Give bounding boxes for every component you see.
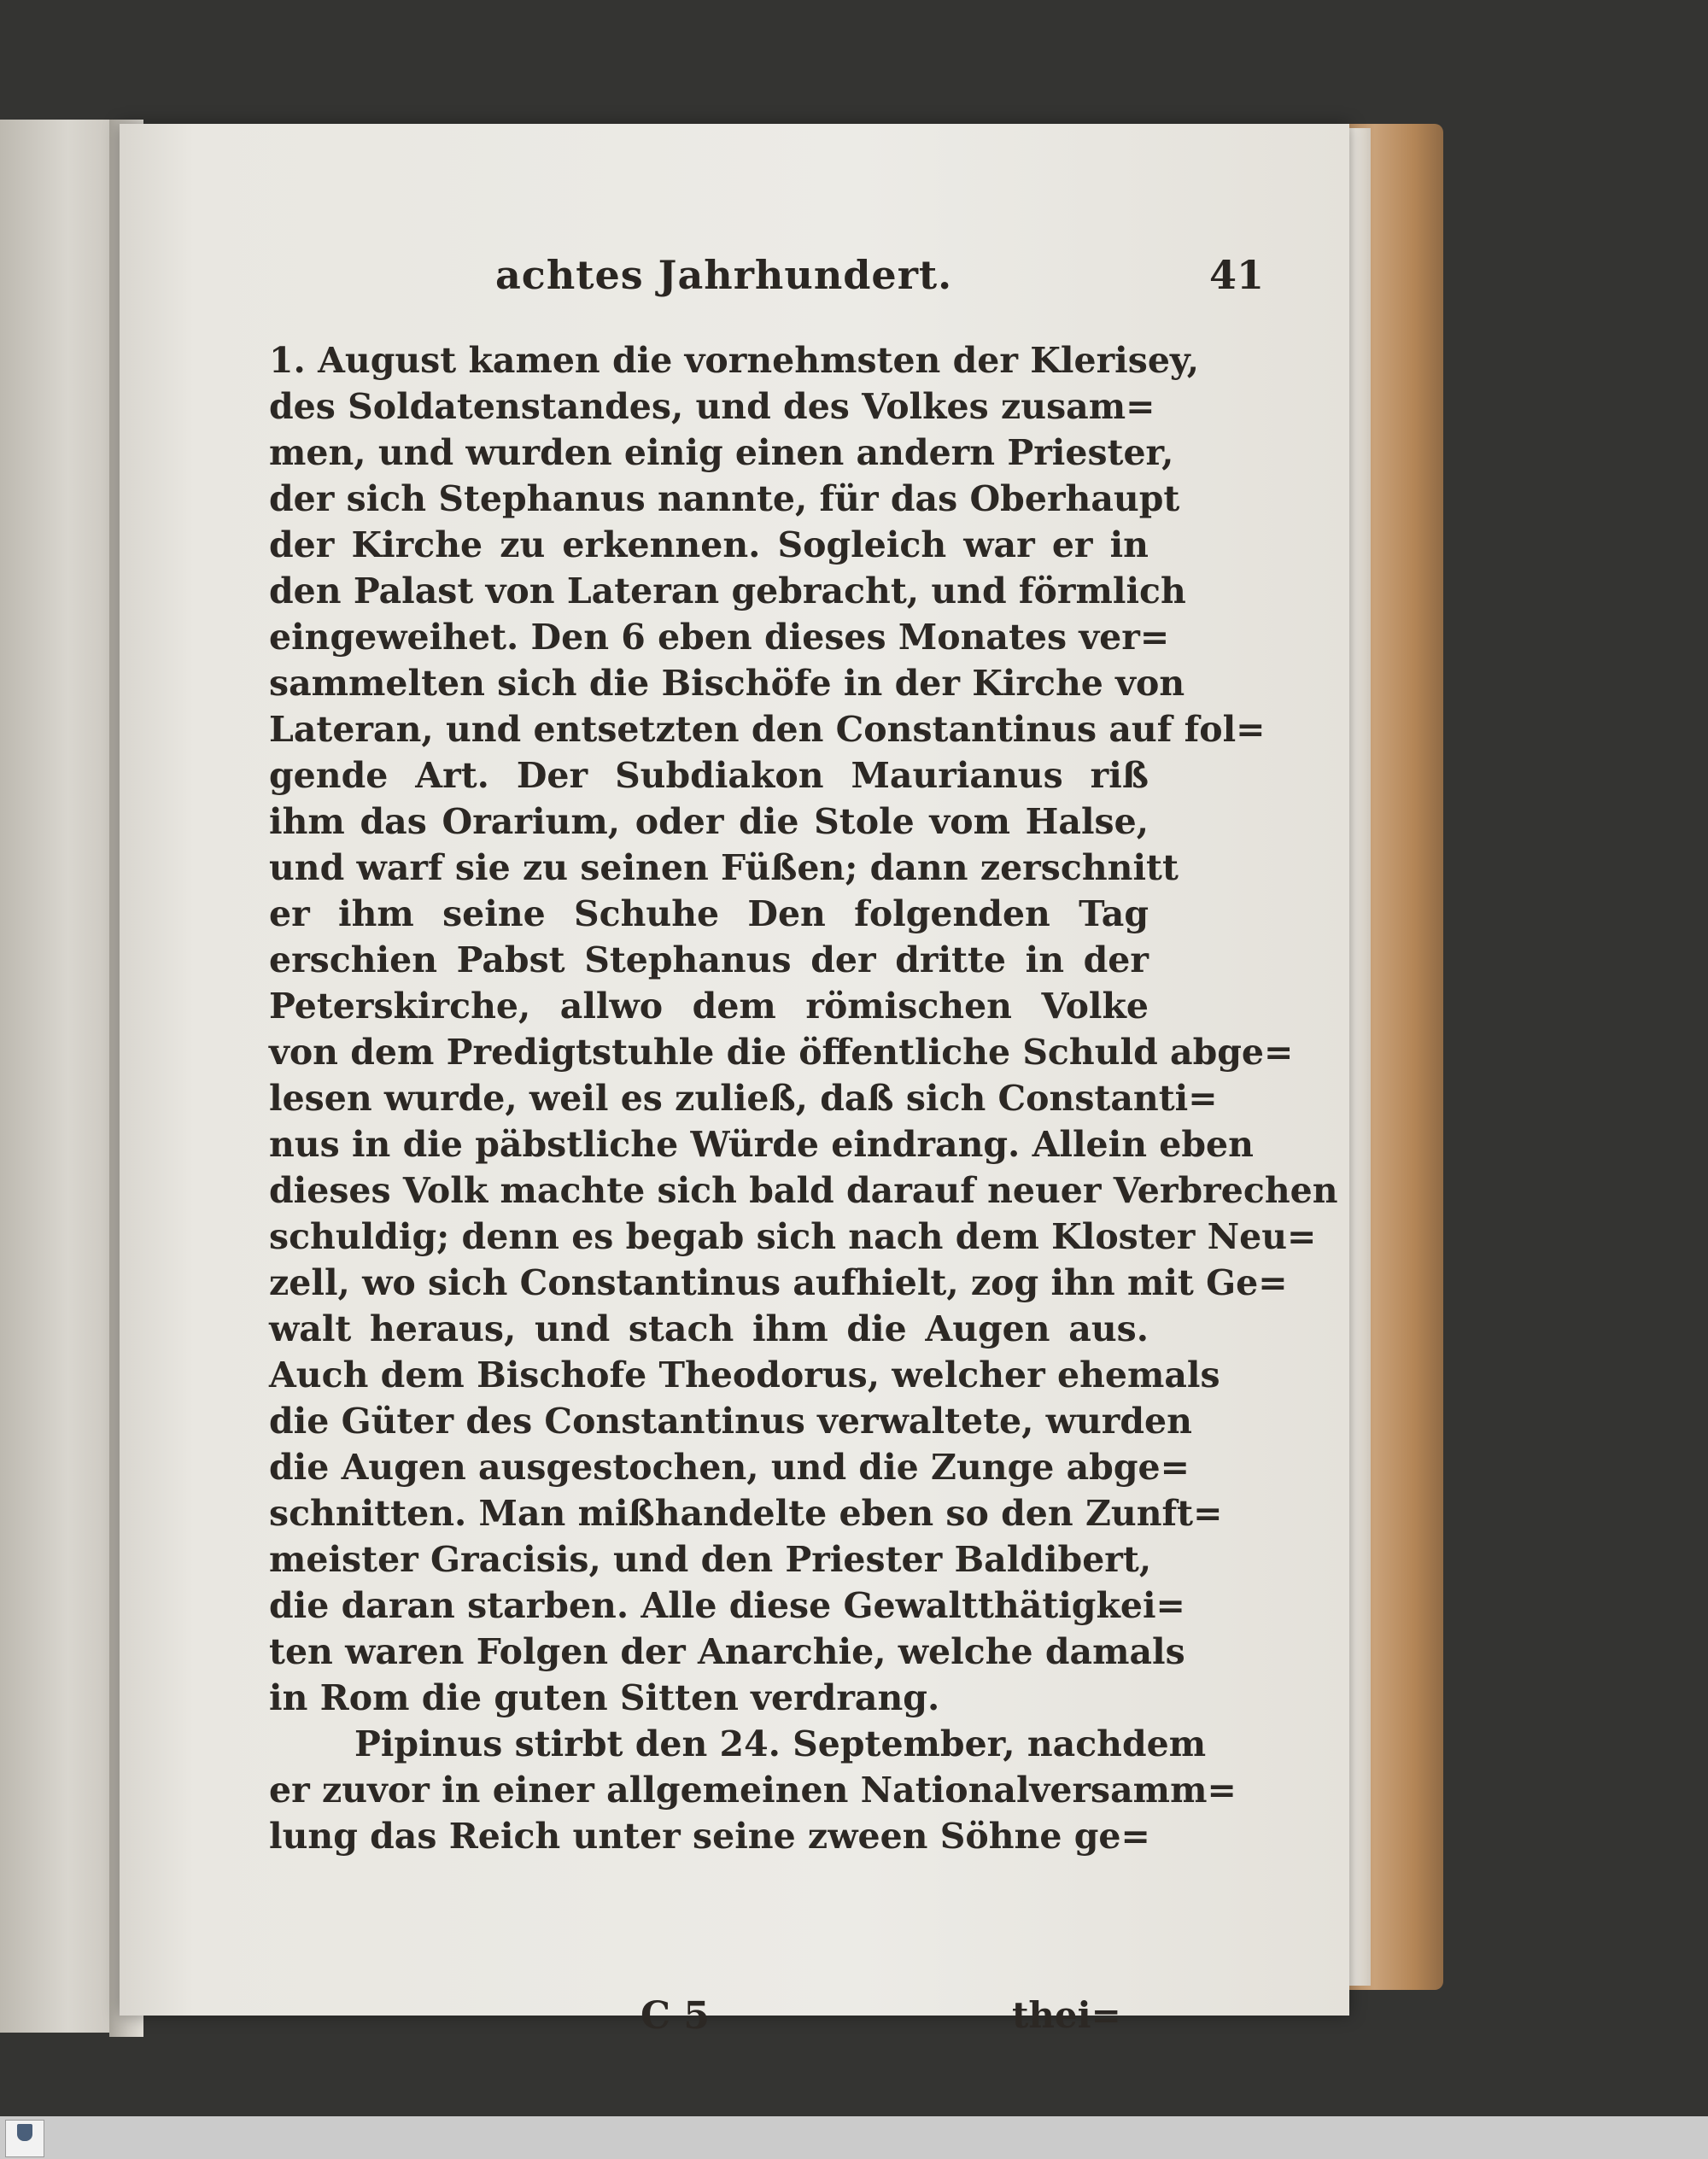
text-line: er ihm seine Schuhe Den folgenden Tag — [269, 893, 1149, 934]
text-line: dieses Volk machte sich bald darauf neuer Verbrechen — [269, 1170, 1338, 1211]
text-line: nus in die päbstliche Würde eindrang. Allein eben — [269, 1124, 1254, 1165]
page-number: 41 — [1208, 252, 1264, 298]
catchword: thei= — [1012, 1994, 1121, 2036]
text-line: in Rom die guten Sitten verdrang. — [269, 1677, 940, 1718]
text-body — [269, 337, 1338, 1859]
text-line: ten waren Folgen der Anarchie, welche damals — [269, 1631, 1185, 1672]
facing-page-edge — [0, 120, 124, 2033]
text-line: von dem Predigtstuhle die öffentliche Schuld abge= — [269, 1032, 1294, 1073]
text-line: den Palast von Lateran gebracht, und förmlich — [269, 570, 1186, 611]
text-line: er zuvor in einer allgemeinen Nationalversamm= — [269, 1770, 1237, 1811]
text-line: die Güter des Constantinus verwaltete, wurden — [269, 1401, 1192, 1442]
text-line: die daran starben. Alle diese Gewaltthätigkei= — [269, 1585, 1185, 1626]
book-page — [120, 124, 1349, 2038]
text-line: des Soldatenstandes, und des Volkes zusam= — [269, 386, 1155, 427]
text-line: schnitten. Man mißhandelte eben so den Zunft= — [269, 1493, 1223, 1534]
text-line: ihm das Orarium, oder die Stole vom Halse, — [269, 801, 1149, 842]
running-head: achtes Jahrhundert. — [495, 252, 953, 298]
running-header — [495, 252, 1264, 312]
text-line: die Augen ausgestochen, und die Zunge abge= — [269, 1447, 1190, 1488]
library-logo-icon — [5, 2120, 44, 2157]
text-line: zell, wo sich Constantinus aufhielt, zog ihn mit Ge= — [269, 1262, 1288, 1303]
text-line: 1. August kamen die vornehmsten der Klerisey, — [269, 340, 1200, 381]
text-line: Lateran, und entsetzten den Constantinus auf fol= — [269, 709, 1266, 750]
text-line: schuldig; denn es begab sich nach dem Kloster Neu= — [269, 1216, 1317, 1257]
text-line: eingeweihet. Den 6 eben dieses Monates ver= — [269, 617, 1170, 658]
text-line: und warf sie zu seinen Füßen; dann zerschnitt — [269, 847, 1179, 888]
viewer-footer-bar — [0, 2116, 1708, 2159]
text-line: walt heraus, und stach ihm die Augen aus. — [269, 1308, 1149, 1349]
text-line: Auch dem Bischofe Theodorus, welcher ehemals — [269, 1354, 1220, 1395]
text-line: lung das Reich unter seine zween Söhne ge= — [269, 1816, 1150, 1857]
text-line: erschien Pabst Stephanus der dritte in der — [269, 939, 1149, 980]
text-line: der sich Stephanus nannte, für das Oberhaupt — [269, 478, 1180, 519]
text-line: men, und wurden einig einen andern Priester, — [269, 432, 1174, 473]
text-line: Peterskirche, allwo dem römischen Volke — [269, 986, 1149, 1027]
text-line: lesen wurde, weil es zuließ, daß sich Constanti= — [269, 1078, 1218, 1119]
text-line: der Kirche zu erkennen. Sogleich war er in — [269, 524, 1149, 565]
sheet-signature: C 5 — [640, 1994, 710, 2038]
text-line: sammelten sich die Bischöfe in der Kirche von — [269, 663, 1185, 704]
text-line: Pipinus stirbt den 24. September, nachdem — [354, 1723, 1207, 1764]
text-line: gende Art. Der Subdiakon Maurianus riß — [269, 755, 1149, 796]
text-line: meister Gracisis, und den Priester Baldibert, — [269, 1539, 1152, 1580]
